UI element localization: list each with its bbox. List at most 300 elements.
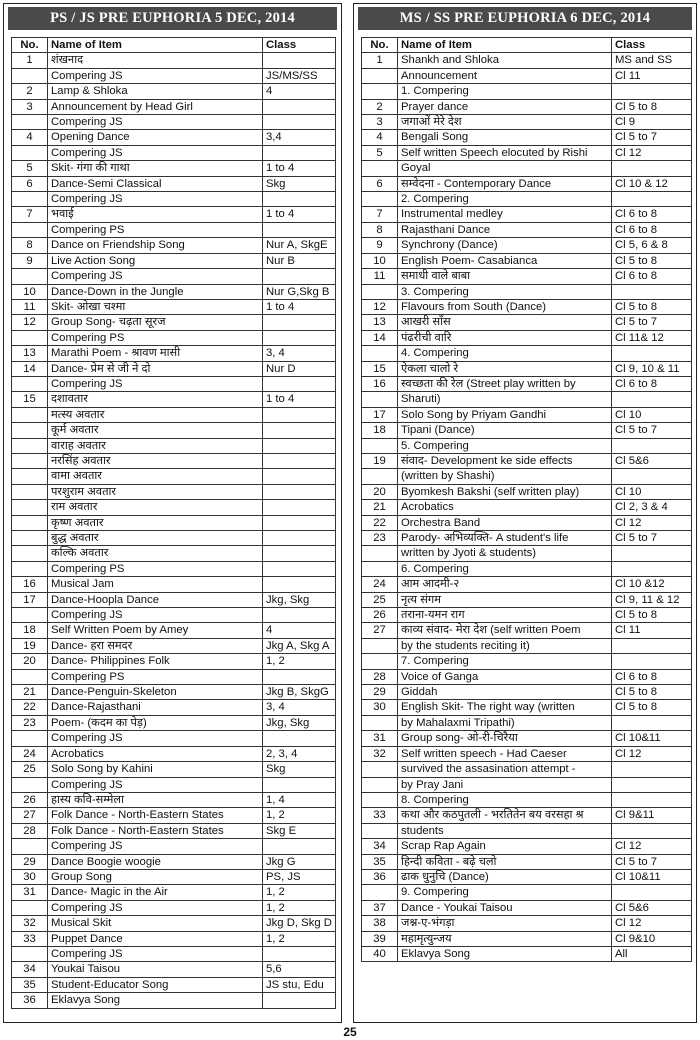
table-row bbox=[362, 515, 692, 530]
item-class bbox=[612, 192, 692, 207]
table-row bbox=[12, 592, 336, 607]
item-class: Cl 5 to 7 bbox=[612, 531, 692, 546]
item-name: Self written Speech elocuted by Rishi bbox=[398, 145, 612, 160]
item-name: जश्न-ए-भंगड़ा bbox=[398, 916, 612, 931]
row-number: 35 bbox=[362, 854, 398, 869]
item-class: Cl 12 bbox=[612, 145, 692, 160]
item-name: Tipani (Dance) bbox=[398, 423, 612, 438]
item-name: Dance on Friendship Song bbox=[48, 238, 263, 253]
item-class bbox=[612, 161, 692, 176]
item-name: Compering JS bbox=[48, 376, 263, 391]
item-class: Cl 5 to 7 bbox=[612, 315, 692, 330]
row-number bbox=[12, 515, 48, 530]
item-class bbox=[263, 777, 336, 792]
table-row bbox=[362, 315, 692, 330]
item-class: Jkg D, Skg D bbox=[263, 916, 336, 931]
item-class: Nur A, SkgE bbox=[263, 238, 336, 253]
row-number: 22 bbox=[12, 700, 48, 715]
table-row bbox=[12, 823, 336, 838]
item-class bbox=[263, 731, 336, 746]
row-number: 11 bbox=[362, 269, 398, 284]
item-name: Opening Dance bbox=[48, 130, 263, 145]
item-class bbox=[263, 222, 336, 237]
item-name: Folk Dance - North-Eastern States bbox=[48, 823, 263, 838]
row-number bbox=[12, 453, 48, 468]
item-name: Byomkesh Bakshi (self written play) bbox=[398, 484, 612, 499]
item-name: कथा और कठपुतली - भरतितेन बय वरसहा श्र bbox=[398, 808, 612, 823]
table-row bbox=[362, 885, 692, 900]
item-class bbox=[612, 438, 692, 453]
item-class bbox=[263, 376, 336, 391]
item-name: Acrobatics bbox=[48, 746, 263, 761]
item-class bbox=[612, 392, 692, 407]
item-name: वामा अवतार bbox=[48, 469, 263, 484]
item-name: 6. Compering bbox=[398, 561, 612, 576]
item-name: 9. Compering bbox=[398, 885, 612, 900]
table-row bbox=[362, 392, 692, 407]
item-class: Cl 5&6 bbox=[612, 453, 692, 468]
item-class bbox=[263, 438, 336, 453]
item-class: All bbox=[612, 946, 692, 961]
item-class: 1, 2 bbox=[263, 900, 336, 915]
table-row bbox=[12, 993, 336, 1008]
item-class: Cl 5 to 8 bbox=[612, 99, 692, 114]
item-class: 1, 2 bbox=[263, 931, 336, 946]
item-name: Dance-Hoopla Dance bbox=[48, 592, 263, 607]
item-name: by Pray Jani bbox=[398, 777, 612, 792]
row-number bbox=[12, 900, 48, 915]
table-row bbox=[362, 669, 692, 684]
item-name: Solo Song by Priyam Gandhi bbox=[398, 407, 612, 422]
row-number bbox=[12, 546, 48, 561]
item-class bbox=[263, 315, 336, 330]
row-number bbox=[362, 561, 398, 576]
item-name: Musical Skit bbox=[48, 916, 263, 931]
item-class: 2, 3, 4 bbox=[263, 746, 336, 761]
table-row bbox=[362, 700, 692, 715]
item-name: Poem- (कदम का पेड़) bbox=[48, 715, 263, 730]
row-number: 21 bbox=[12, 685, 48, 700]
left-program-title: PS / JS PRE EUPHORIA 5 DEC, 2014 bbox=[8, 7, 337, 30]
table-row bbox=[12, 453, 336, 468]
item-name: Compering JS bbox=[48, 777, 263, 792]
item-class bbox=[612, 777, 692, 792]
row-number bbox=[362, 68, 398, 83]
table-row bbox=[362, 299, 692, 314]
row-number bbox=[362, 438, 398, 453]
table-row bbox=[12, 931, 336, 946]
row-number: 26 bbox=[362, 608, 398, 623]
item-name: हिन्दी कविता - बढ़े चलो bbox=[398, 854, 612, 869]
item-class: Cl 10 bbox=[612, 407, 692, 422]
row-number bbox=[362, 823, 398, 838]
table-row bbox=[362, 561, 692, 576]
table-row bbox=[12, 392, 336, 407]
table-row bbox=[362, 161, 692, 176]
item-name: Compering JS bbox=[48, 145, 263, 160]
item-name: Compering JS bbox=[48, 192, 263, 207]
item-name: Compering JS bbox=[48, 115, 263, 130]
table-row bbox=[362, 623, 692, 638]
row-number: 11 bbox=[12, 299, 48, 314]
row-number bbox=[12, 500, 48, 515]
row-number: 25 bbox=[362, 592, 398, 607]
item-name: Skit- गंगा की गाथा bbox=[48, 161, 263, 176]
row-number: 14 bbox=[12, 361, 48, 376]
item-class: Nur G,Skg B bbox=[263, 284, 336, 299]
item-class: Cl 5 to 7 bbox=[612, 130, 692, 145]
item-name: Dance Boogie woogie bbox=[48, 854, 263, 869]
item-name: Group song- ओ-री-चिरैया bbox=[398, 731, 612, 746]
item-class: 5,6 bbox=[263, 962, 336, 977]
table-row bbox=[362, 469, 692, 484]
table-row bbox=[362, 84, 692, 99]
row-number: 32 bbox=[362, 746, 398, 761]
row-number: 9 bbox=[362, 238, 398, 253]
row-number bbox=[12, 269, 48, 284]
table-row bbox=[362, 53, 692, 68]
table-row bbox=[362, 269, 692, 284]
table-row bbox=[12, 115, 336, 130]
table-row bbox=[362, 731, 692, 746]
row-number bbox=[12, 531, 48, 546]
table-row bbox=[12, 977, 336, 992]
item-name: Scrap Rap Again bbox=[398, 839, 612, 854]
row-number bbox=[12, 145, 48, 160]
row-number: 14 bbox=[362, 330, 398, 345]
table-row bbox=[362, 869, 692, 884]
item-class: Jkg A, Skg A bbox=[263, 638, 336, 653]
table-row bbox=[12, 546, 336, 561]
row-number bbox=[362, 546, 398, 561]
item-name: Dance-Down in the Jungle bbox=[48, 284, 263, 299]
table-row bbox=[12, 608, 336, 623]
item-class bbox=[612, 792, 692, 807]
item-class bbox=[612, 346, 692, 361]
item-name: आम आदमी-२ bbox=[398, 577, 612, 592]
item-name: Voice of Ganga bbox=[398, 669, 612, 684]
table-row bbox=[362, 654, 692, 669]
item-class bbox=[263, 53, 336, 68]
item-name: 1. Compering bbox=[398, 84, 612, 99]
table-row bbox=[362, 438, 692, 453]
table-row bbox=[362, 762, 692, 777]
row-number bbox=[12, 115, 48, 130]
row-number bbox=[362, 392, 398, 407]
row-number: 38 bbox=[362, 916, 398, 931]
row-number bbox=[362, 638, 398, 653]
row-number bbox=[12, 407, 48, 422]
row-number: 10 bbox=[12, 284, 48, 299]
table-row bbox=[362, 746, 692, 761]
item-class bbox=[263, 546, 336, 561]
table-row bbox=[12, 130, 336, 145]
row-number bbox=[362, 192, 398, 207]
item-class bbox=[263, 561, 336, 576]
row-number bbox=[12, 731, 48, 746]
item-name: कल्कि अवतार bbox=[48, 546, 263, 561]
item-name: Group Song bbox=[48, 869, 263, 884]
item-class: Cl 6 to 8 bbox=[612, 222, 692, 237]
row-number: 25 bbox=[12, 762, 48, 777]
item-class: Cl 11& 12 bbox=[612, 330, 692, 345]
row-number bbox=[12, 608, 48, 623]
row-number: 3 bbox=[362, 115, 398, 130]
row-number bbox=[12, 438, 48, 453]
item-class: Cl 6 to 8 bbox=[612, 376, 692, 391]
item-name: Live Action Song bbox=[48, 253, 263, 268]
item-name: मत्स्य अवतार bbox=[48, 407, 263, 422]
row-number: 37 bbox=[362, 900, 398, 915]
item-name: Parody- अभिव्यक्ति- A student's life bbox=[398, 531, 612, 546]
item-name: काव्य संवाद- मेरा देश (self written Poem bbox=[398, 623, 612, 638]
table-row bbox=[12, 731, 336, 746]
item-name: 8. Compering bbox=[398, 792, 612, 807]
row-number: 27 bbox=[12, 808, 48, 823]
item-class bbox=[263, 500, 336, 515]
item-class bbox=[263, 608, 336, 623]
item-name: नरसिंह अवतार bbox=[48, 453, 263, 468]
table-row bbox=[12, 561, 336, 576]
item-name: Compering JS bbox=[48, 731, 263, 746]
item-name: तराना-यमन राग bbox=[398, 608, 612, 623]
table-row bbox=[12, 854, 336, 869]
page-number: 25 bbox=[343, 1025, 357, 1039]
table-row bbox=[12, 515, 336, 530]
table-row bbox=[362, 238, 692, 253]
table-row bbox=[362, 253, 692, 268]
table-row bbox=[12, 746, 336, 761]
item-class: Cl 10&11 bbox=[612, 869, 692, 884]
item-name: Goyal bbox=[398, 161, 612, 176]
table-row bbox=[12, 700, 336, 715]
item-class: Cl 5 to 8 bbox=[612, 608, 692, 623]
item-class: Cl 5&6 bbox=[612, 900, 692, 915]
row-number: 28 bbox=[362, 669, 398, 684]
item-class: 4 bbox=[263, 84, 336, 99]
item-name: 2. Compering bbox=[398, 192, 612, 207]
item-name: Dance- Magic in the Air bbox=[48, 885, 263, 900]
row-number bbox=[362, 885, 398, 900]
row-number: 34 bbox=[362, 839, 398, 854]
row-number: 8 bbox=[362, 222, 398, 237]
row-number: 1 bbox=[362, 53, 398, 68]
row-number: 16 bbox=[12, 577, 48, 592]
row-number: 34 bbox=[12, 962, 48, 977]
row-number: 30 bbox=[12, 869, 48, 884]
table-row bbox=[12, 346, 336, 361]
item-class bbox=[612, 561, 692, 576]
row-number: 32 bbox=[12, 916, 48, 931]
table-row bbox=[12, 577, 336, 592]
item-class: Cl 9&10 bbox=[612, 931, 692, 946]
item-class: 3,4 bbox=[263, 130, 336, 145]
item-name: 5. Compering bbox=[398, 438, 612, 453]
right-header-class: Class bbox=[612, 38, 692, 53]
table-row bbox=[362, 453, 692, 468]
row-number: 18 bbox=[12, 623, 48, 638]
item-name: Giddah bbox=[398, 685, 612, 700]
row-number: 17 bbox=[12, 592, 48, 607]
row-number bbox=[12, 669, 48, 684]
item-class: Cl 12 bbox=[612, 746, 692, 761]
table-row bbox=[12, 885, 336, 900]
table-row bbox=[12, 253, 336, 268]
row-number bbox=[12, 68, 48, 83]
table-row bbox=[12, 299, 336, 314]
item-class: PS, JS bbox=[263, 869, 336, 884]
item-class bbox=[263, 115, 336, 130]
item-name: वाराह अवतार bbox=[48, 438, 263, 453]
item-name: Compering JS bbox=[48, 608, 263, 623]
item-name: Self Written Poem by Amey bbox=[48, 623, 263, 638]
item-name: पंढरीची वारि bbox=[398, 330, 612, 345]
item-class: 1 to 4 bbox=[263, 392, 336, 407]
item-class: Cl 5 to 8 bbox=[612, 685, 692, 700]
item-name: Rajasthani Dance bbox=[398, 222, 612, 237]
item-name: Prayer dance bbox=[398, 99, 612, 114]
item-name: भवाई bbox=[48, 207, 263, 222]
row-number: 9 bbox=[12, 253, 48, 268]
row-number bbox=[12, 561, 48, 576]
table-row bbox=[12, 84, 336, 99]
item-name: Musical Jam bbox=[48, 577, 263, 592]
row-number bbox=[12, 222, 48, 237]
row-number bbox=[362, 654, 398, 669]
item-class: Cl 5 to 8 bbox=[612, 253, 692, 268]
table-row bbox=[12, 469, 336, 484]
item-class: 1 to 4 bbox=[263, 207, 336, 222]
left-program-table bbox=[11, 37, 336, 1009]
item-name: 4. Compering bbox=[398, 346, 612, 361]
row-number: 4 bbox=[362, 130, 398, 145]
row-number bbox=[12, 330, 48, 345]
table-row bbox=[12, 161, 336, 176]
item-name: Group Song- चढ़ता सूरज bbox=[48, 315, 263, 330]
row-number: 40 bbox=[362, 946, 398, 961]
table-row bbox=[362, 361, 692, 376]
table-row bbox=[362, 407, 692, 422]
item-class: Cl 11 bbox=[612, 623, 692, 638]
row-number: 20 bbox=[12, 654, 48, 669]
item-name: Student-Educator Song bbox=[48, 977, 263, 992]
table-row bbox=[362, 777, 692, 792]
item-class: Jkg, Skg bbox=[263, 715, 336, 730]
item-class bbox=[263, 946, 336, 961]
table-row bbox=[12, 438, 336, 453]
row-number: 19 bbox=[12, 638, 48, 653]
table-row bbox=[362, 577, 692, 592]
table-row bbox=[362, 715, 692, 730]
row-number: 22 bbox=[362, 515, 398, 530]
item-class: Cl 6 to 8 bbox=[612, 669, 692, 684]
table-row bbox=[362, 685, 692, 700]
item-class: Nur B bbox=[263, 253, 336, 268]
table-row bbox=[12, 238, 336, 253]
item-class bbox=[263, 423, 336, 438]
item-name: Dance-Semi Classical bbox=[48, 176, 263, 191]
table-row bbox=[362, 176, 692, 191]
item-name: बुद्ध अवतार bbox=[48, 531, 263, 546]
row-number: 3 bbox=[12, 99, 48, 114]
item-name: by the students reciting it) bbox=[398, 638, 612, 653]
row-number: 29 bbox=[12, 854, 48, 869]
item-class bbox=[263, 192, 336, 207]
row-number: 17 bbox=[362, 407, 398, 422]
item-name: Synchrony (Dance) bbox=[398, 238, 612, 253]
row-number: 31 bbox=[362, 731, 398, 746]
item-name: सम्वेदना - Contemporary Dance bbox=[398, 176, 612, 191]
table-row bbox=[12, 531, 336, 546]
table-row bbox=[12, 715, 336, 730]
item-class: Skg E bbox=[263, 823, 336, 838]
row-number: 24 bbox=[362, 577, 398, 592]
table-row bbox=[12, 145, 336, 160]
table-row bbox=[12, 68, 336, 83]
item-class: JS stu, Edu bbox=[263, 977, 336, 992]
item-name: 7. Compering bbox=[398, 654, 612, 669]
item-class: Cl 6 to 8 bbox=[612, 207, 692, 222]
row-number: 18 bbox=[362, 423, 398, 438]
item-class: Cl 12 bbox=[612, 515, 692, 530]
item-class: 1, 2 bbox=[263, 654, 336, 669]
item-name: Announcement bbox=[398, 68, 612, 83]
item-name: Skit- ओखा चश्मा bbox=[48, 299, 263, 314]
item-name: कृष्ण अवतार bbox=[48, 515, 263, 530]
left-header-no: No. bbox=[12, 38, 48, 53]
item-class: MS and SS bbox=[612, 53, 692, 68]
item-class bbox=[612, 84, 692, 99]
item-class: Skg bbox=[263, 176, 336, 191]
item-class: Cl 2, 3 & 4 bbox=[612, 500, 692, 515]
item-class: Cl 5 to 7 bbox=[612, 423, 692, 438]
table-row bbox=[362, 145, 692, 160]
row-number: 23 bbox=[12, 715, 48, 730]
row-number bbox=[12, 839, 48, 854]
item-name: English Poem- Casabianca bbox=[398, 253, 612, 268]
right-program-title: MS / SS PRE EUPHORIA 6 DEC, 2014 bbox=[358, 7, 692, 30]
item-name: English Skit- The right way (written bbox=[398, 700, 612, 715]
table-row bbox=[362, 284, 692, 299]
table-row bbox=[362, 592, 692, 607]
item-class: 1, 2 bbox=[263, 885, 336, 900]
row-number: 13 bbox=[12, 346, 48, 361]
table-row bbox=[362, 99, 692, 114]
item-class: 3, 4 bbox=[263, 346, 336, 361]
table-row bbox=[12, 407, 336, 422]
item-class bbox=[263, 330, 336, 345]
item-name: Flavours from South (Dance) bbox=[398, 299, 612, 314]
item-class: Cl 10 & 12 bbox=[612, 176, 692, 191]
item-class: Cl 5 to 7 bbox=[612, 854, 692, 869]
item-class: 4 bbox=[263, 623, 336, 638]
item-class: 1 to 4 bbox=[263, 161, 336, 176]
row-number: 27 bbox=[362, 623, 398, 638]
item-name: परशुराम अवतार bbox=[48, 484, 263, 499]
row-number: 10 bbox=[362, 253, 398, 268]
item-class: Jkg B, SkgG bbox=[263, 685, 336, 700]
row-number: 24 bbox=[12, 746, 48, 761]
right-program-table bbox=[361, 37, 692, 962]
row-number: 6 bbox=[12, 176, 48, 191]
item-class bbox=[612, 885, 692, 900]
row-number: 36 bbox=[362, 869, 398, 884]
table-row bbox=[12, 900, 336, 915]
row-number bbox=[362, 792, 398, 807]
item-class bbox=[263, 515, 336, 530]
item-class bbox=[263, 99, 336, 114]
item-name: (written by Shashi) bbox=[398, 469, 612, 484]
